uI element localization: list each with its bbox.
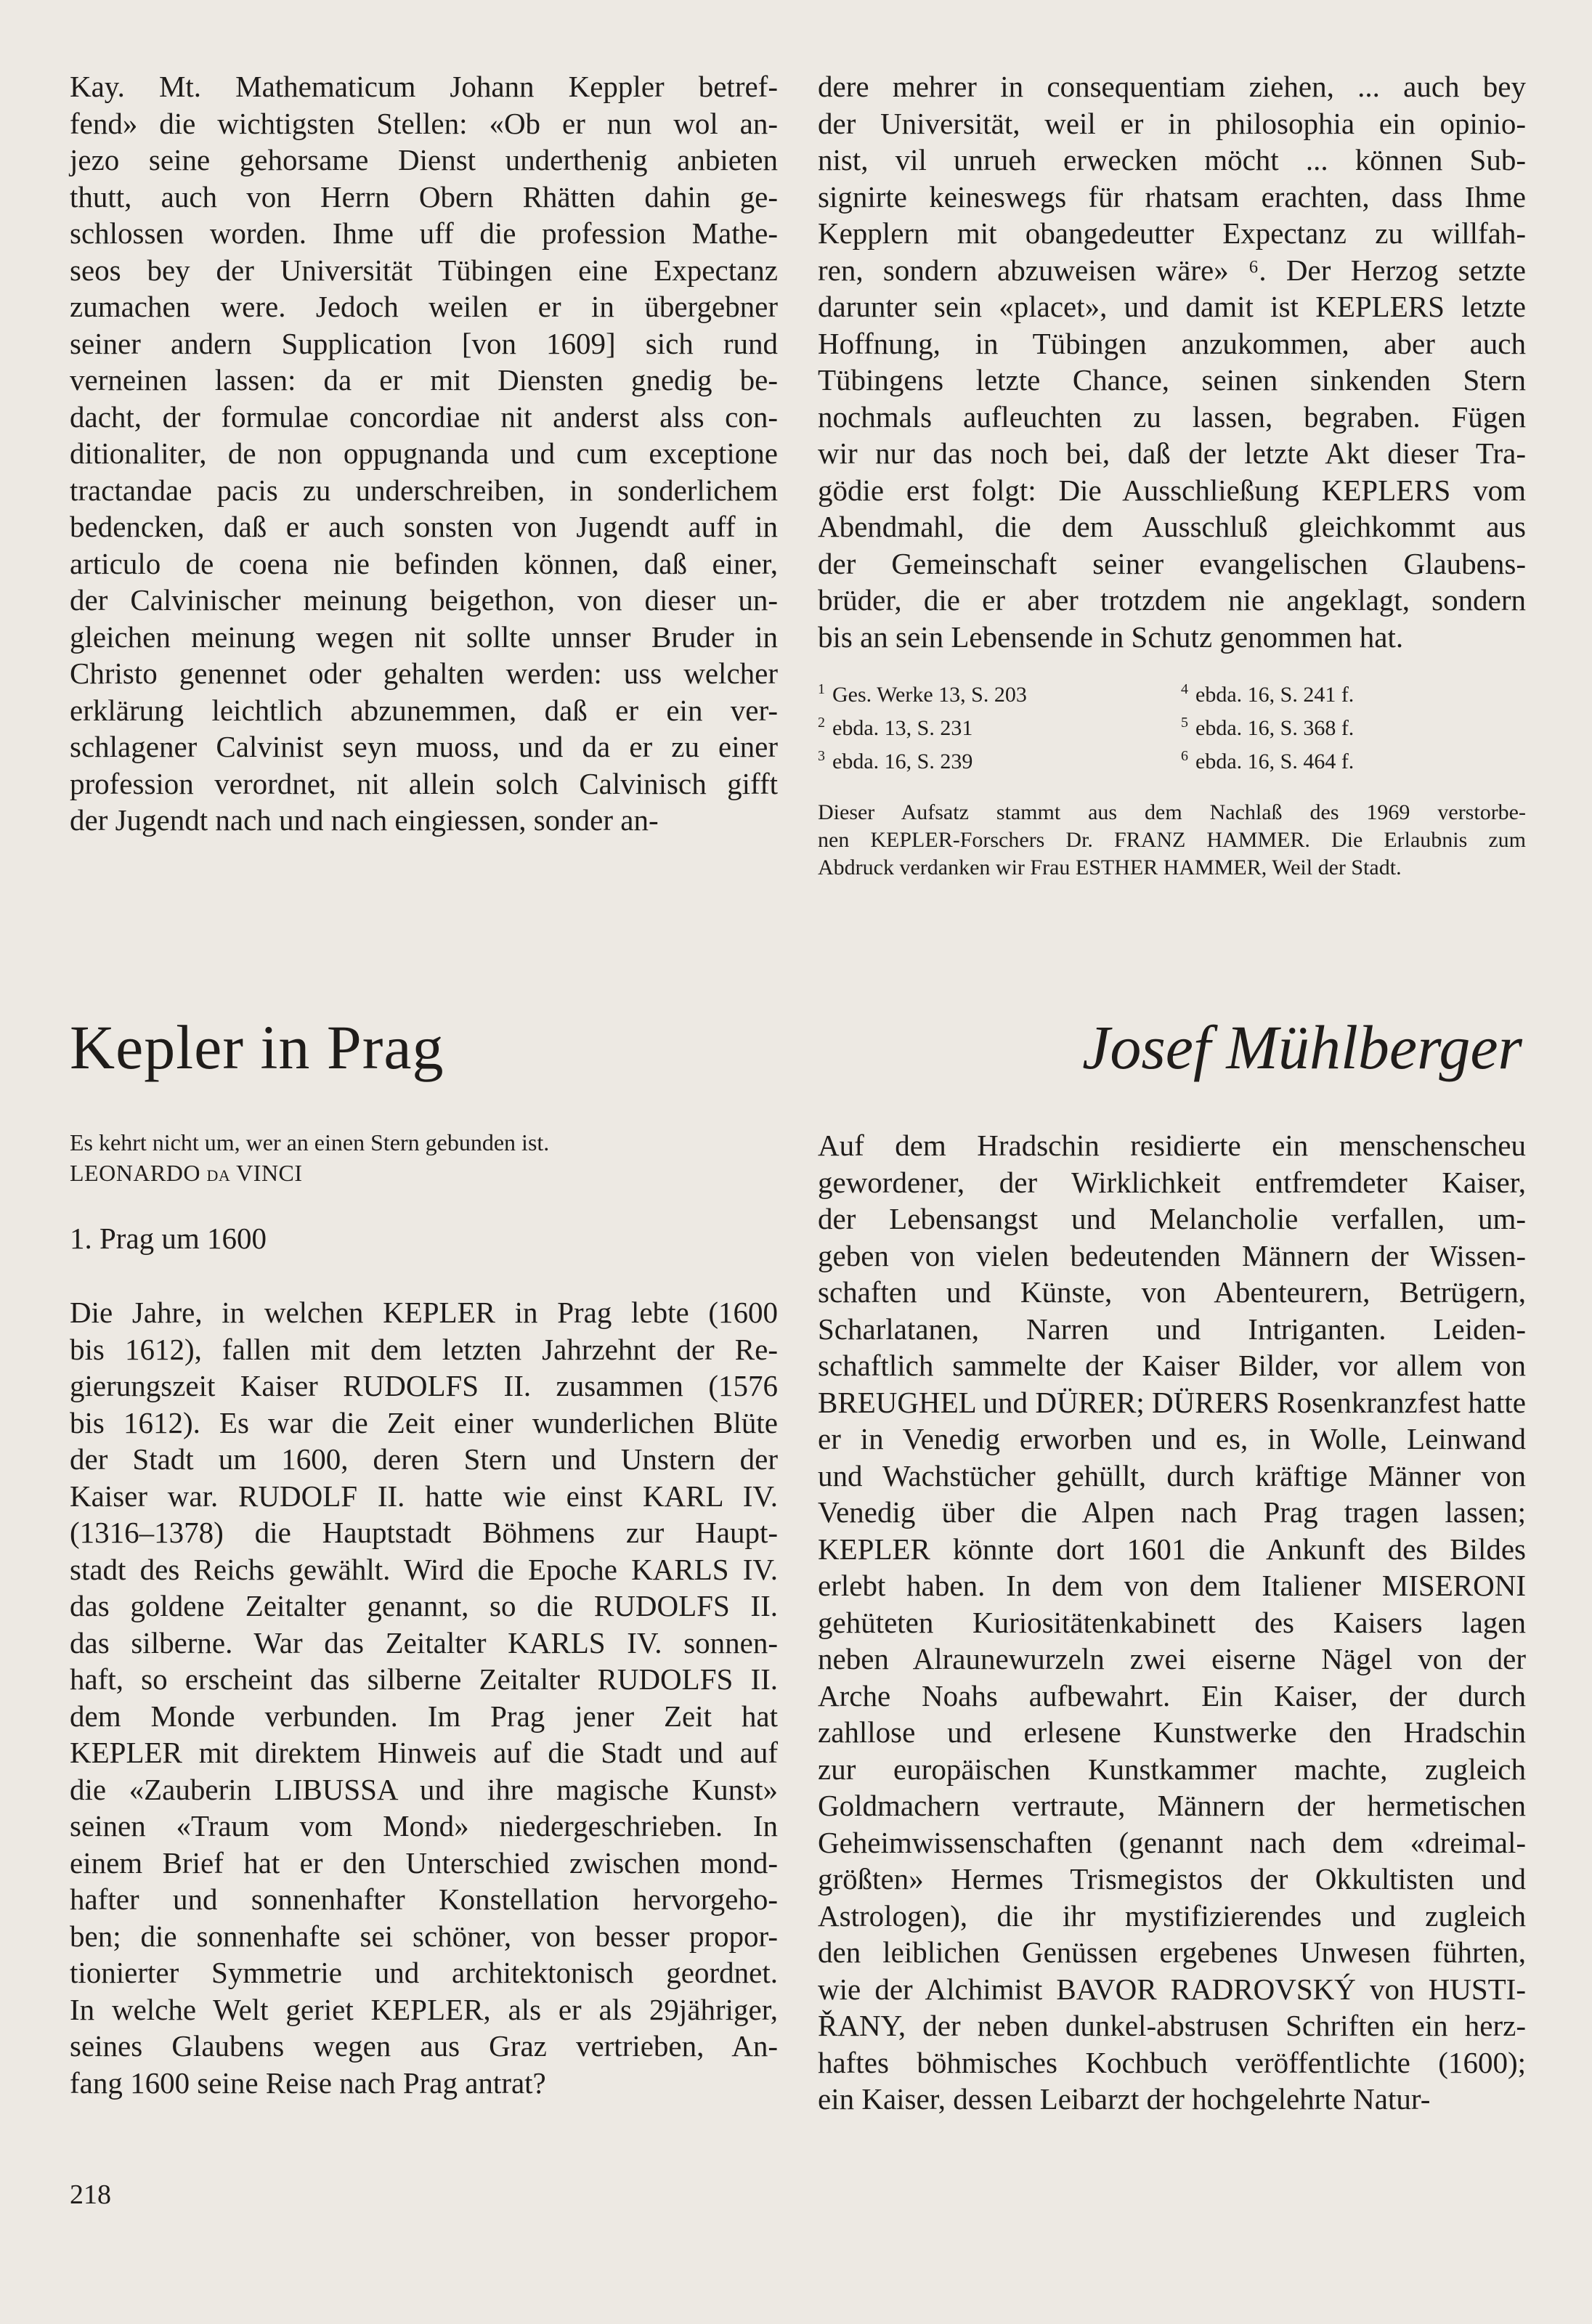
text-line: Tübingens letzte Chance, seinen sinkenden Stern	[818, 363, 1526, 397]
footnote-number: 2	[818, 715, 825, 731]
bottom-right-column	[818, 1127, 1526, 2118]
article-author: Josef Mühlberger	[1082, 1012, 1522, 1082]
top-right-text	[818, 68, 1526, 655]
footnote-text: ebda. 16, S. 241 f.	[1195, 683, 1355, 707]
text-line: Geheimwissenschaften (genannt nach dem «dreimal-	[818, 1825, 1526, 1859]
text-line: verneinen lassen: da er mit Diensten gnedig be-	[70, 363, 778, 397]
text-line: geben von vielen bedeutenden Männern der Wissen-	[818, 1238, 1526, 1272]
text-line: der Universität, weil er in philosophia ein opinio-	[818, 106, 1526, 140]
bottom-left-column	[70, 1127, 778, 2101]
text-line: ein Kaiser, dessen Leibarzt der hochgelehrte Natur-	[818, 2082, 1431, 2116]
text-line: seines Glaubens wegen aus Graz vertrieben, An-	[70, 2029, 778, 2063]
text-line: ren, sondern abzuweisen wäre» ⁶. Der Herzog setzte	[818, 253, 1526, 287]
text-line: wir nur das noch bei, daß der letzte Akt dieser Tra-	[818, 436, 1526, 470]
text-line: BREUGHEL und DÜRER; DÜRERS Rosenkranzfest hatte	[818, 1385, 1526, 1419]
top-right-column	[818, 68, 1526, 882]
text-line: das silberne. War das Zeitalter KARLS IV. sonnen-	[70, 1625, 778, 1659]
text-line: die «Zauberin LIBUSSA und ihre magische Kunst»	[70, 1772, 778, 1806]
text-line: articulo de coena nie befinden können, daß einer,	[70, 546, 778, 580]
footnote	[818, 675, 1166, 709]
text-line: darunter sein «placet», und damit ist KEPLERS letzte	[818, 290, 1526, 323]
text-line: Hoffnung, in Tübingen anzukommen, aber auch	[818, 326, 1526, 360]
text-line: profession verordnet, nit allein solch Calvinisch gifft	[70, 766, 778, 800]
text-line: er in Venedig erworben und es, in Wolle, Leinwand	[818, 1422, 1526, 1455]
text-line: nochmals aufleuchten zu lassen, begraben. Fügen	[818, 399, 1526, 434]
text-line: Scharlatanen, Narren und Intriganten. Leiden-	[818, 1312, 1526, 1346]
text-line: Christo genennet oder gehalten werden: uss welcher	[70, 657, 778, 690]
text-line: thutt, auch von Herrn Obern Rhätten dahin ge-	[70, 179, 778, 214]
text-line: gödie erst folgt: Die Ausschließung KEPLERS vom	[818, 473, 1526, 507]
text-line: gleichen meinung wegen nit sollte unnser Bruder in	[70, 619, 778, 654]
text-line: bis an sein Lebensende in Schutz genommen hat.	[818, 619, 1404, 654]
text-line: ditionaliter, de non oppugnanda und cum exceptione	[70, 436, 778, 470]
text-line: Die Jahre, in welchen KEPLER in Prag lebte (1600	[70, 1296, 778, 1329]
text-line: erlebt haben. In dem von dem Italiener MISERONI	[818, 1569, 1526, 1602]
text-line: dacht, der formulae concordiae nit anderst alss con-	[70, 399, 778, 434]
text-line: der Jugendt nach und nach eingiessen, sonder an-	[70, 803, 659, 837]
text-line: dere mehrer in consequentiam ziehen, ... auch bey	[818, 70, 1526, 103]
text-line: einem Brief hat er den Unterschied zwischen mond-	[70, 1845, 778, 1880]
text-line: haft, so erscheint das silberne Zeitalter RUDOLFS II.	[70, 1662, 778, 1696]
text-line: und Wachstücher gehüllt, durch kräftige Männer von	[818, 1458, 1526, 1492]
top-left-text	[70, 68, 778, 839]
text-line: tractandae pacis zu underschreiben, in sonderlichem	[70, 473, 778, 507]
text-line: Astrologen), die ihr mystifizierendes und zugleich	[818, 1898, 1526, 1933]
footnote-number: 5	[1181, 715, 1188, 731]
text-line: zur europäischen Kunstkammer machte, zugleich	[818, 1752, 1526, 1786]
text-line: gewordener, der Wirklichkeit entfremdeter Kaiser,	[818, 1165, 1526, 1199]
text-line: schlossen worden. Ihme uff die profession Mathe-	[70, 216, 778, 250]
text-line: größten» Hermes Trismegistos der Okkultisten und	[818, 1862, 1526, 1896]
text-line: haftes böhmisches Kochbuch veröffentlichte (1600);	[818, 2045, 1526, 2079]
footnote	[818, 742, 1166, 776]
text-line: schaften und Künste, von Abenteurern, Betrügern,	[818, 1275, 1526, 1309]
text-line: bedencken, daß er auch sonsten von Jugendt auff in	[70, 510, 778, 543]
footnote-number: 3	[818, 748, 825, 764]
text-line: zumachen were. Jedoch weilen er in übergebner	[70, 290, 778, 323]
text-line: tionierter Symmetrie und architektonisch geordnet.	[70, 1956, 778, 1989]
footnotes	[818, 675, 1526, 776]
text-line: seos bey der Universität Tübingen eine Expectanz	[70, 253, 778, 287]
text-line: Goldmachern vertraute, Männern der hermetischen	[818, 1789, 1526, 1822]
text-line: der Calvinischer meinung beigethon, von dieser un-	[70, 583, 778, 617]
text-line: jezo seine gehorsame Dienst underthenig anbieten	[70, 143, 778, 176]
text-line: hafter und sonnenhafter Konstellation hervorgeho-	[70, 1882, 778, 1916]
section-heading: 1. Prag um 1600	[70, 1222, 267, 1255]
footnote-number: 4	[1181, 681, 1188, 697]
text-line: neben Alraunewurzeln zwei eiserne Nägel von der	[818, 1642, 1526, 1675]
text-line: ŘANY, der neben dunkel-abstrusen Schriften ein herz-	[818, 2009, 1526, 2042]
footnote-text: ebda. 16, S. 239	[832, 749, 973, 773]
footnote	[1181, 742, 1530, 776]
text-line: Kay. Mt. Mathematicum Johann Keppler betref-	[70, 70, 778, 103]
text-line: In welche Welt geriet KEPLER, als er als 29jähriger,	[70, 1992, 778, 2026]
text-line: schaftlich sammelte der Kaiser Bilder, vor allem von	[818, 1349, 1526, 1382]
text-line: der Gemeinschaft seiner evangelischen Glaubens-	[818, 546, 1526, 580]
text-line: Auf dem Hradschin residierte ein menschenscheu	[818, 1129, 1526, 1162]
epigraph: Es kehrt nicht um, wer an einen Stern gebunden ist.	[70, 1129, 550, 1155]
text-line: der Stadt um 1600, deren Stern und Unstern der	[70, 1442, 778, 1476]
text-line: schlagener Calvinist seyn muoss, und da er zu einer	[70, 730, 778, 763]
text-line: Kepplern mit obangedeutter Expectanz zu willfah-	[818, 216, 1526, 250]
editorial-note	[818, 799, 1526, 882]
article-title: Kepler in Prag	[70, 1012, 444, 1082]
text-line: bis 1612), fallen mit dem letzten Jahrzehnt der Re-	[70, 1332, 778, 1366]
text-line: fend» die wichtigsten Stellen: «Ob er nun wol an-	[70, 106, 778, 140]
text-line: KEPLER könnte dort 1601 die Ankunft des Bildes	[818, 1532, 1526, 1566]
text-line: den leiblichen Genüssen ergebenes Unwesen führten,	[818, 1935, 1526, 1969]
text-line: ben; die sonnenhafte sei schöner, von besser propor-	[70, 1919, 778, 1953]
footnote	[1181, 709, 1530, 742]
text-line: (1316–1378) die Hauptstadt Böhmens zur Haupt-	[70, 1516, 778, 1549]
text-line: Arche Noahs aufbewahrt. Ein Kaiser, der durch	[818, 1678, 1526, 1712]
footnote-text: ebda. 16, S. 368 f.	[1195, 716, 1355, 740]
text-line: KEPLER mit direktem Hinweis auf die Stadt und auf	[70, 1736, 778, 1769]
text-line: bis 1612). Es war die Zeit einer wunderlichen Blüte	[70, 1405, 778, 1439]
text-line: brüder, die er aber trotzdem nie angeklagt, sondern	[818, 583, 1526, 617]
text-line: nen KEPLER-Forschers Dr. FRANZ HAMMER. Die Erlaubnis zum	[818, 828, 1526, 852]
footnote	[1181, 675, 1530, 709]
text-line: seinen «Traum vom Mond» niedergeschrieben. In	[70, 1809, 778, 1842]
text-line: Abendmahl, die dem Ausschluß gleichkommt aus	[818, 510, 1526, 543]
text-line: fang 1600 seine Reise nach Prag antrat?	[70, 2065, 546, 2100]
text-line: Dieser Aufsatz stammt aus dem Nachlaß des 1969 verstorbe-	[818, 800, 1526, 824]
bottom-left-text	[70, 1294, 778, 2101]
footnote-text: ebda. 16, S. 464 f.	[1195, 749, 1355, 773]
text-line: das goldene Zeitalter genannt, so die RUDOLFS II.	[70, 1589, 778, 1622]
page-number: 218	[70, 2179, 111, 2210]
text-line: zahllose und erlesene Kunstwerke den Hradschin	[818, 1715, 1526, 1749]
text-line: Kaiser war. RUDOLF II. hatte wie einst KARL IV.	[70, 1479, 778, 1513]
text-line: dem Monde verbunden. Im Prag jener Zeit hat	[70, 1699, 778, 1733]
text-line: Venedig über die Alpen nach Prag tragen lassen;	[818, 1495, 1526, 1529]
text-line: der Lebensangst und Melancholie verfallen, um-	[818, 1202, 1526, 1235]
epigraph-source: LEONARDO da VINCI	[70, 1160, 303, 1186]
text-line: seiner andern Supplication [von 1609] sich rund	[70, 326, 778, 360]
text-line: stadt des Reichs gewählt. Wird die Epoche KARLS IV.	[70, 1552, 778, 1586]
text-line: signirte keineswegs für rhatsam erachten, dass Ihme	[818, 179, 1526, 214]
bottom-right-text	[818, 1127, 1526, 2118]
footnote-text: Ges. Werke 13, S. 203	[832, 683, 1027, 707]
footnote-number: 1	[818, 681, 825, 697]
footnote-number: 6	[1181, 748, 1188, 764]
footnote-text: ebda. 13, S. 231	[832, 716, 973, 740]
text-line: gehüteten Kuriositätenkabinett des Kaisers lagen	[818, 1605, 1526, 1639]
text-line: nist, vil unrueh erwecken möcht ... können Sub-	[818, 143, 1526, 176]
footnote	[818, 709, 1166, 742]
text-line: wie der Alchimist BAVOR RADROVSKÝ von HUSTI-	[818, 1972, 1526, 2006]
text-line: erklärung leichtlich abzunemmen, daß er ein ver-	[70, 693, 778, 727]
text-line: gierungszeit Kaiser RUDOLFS II. zusammen (1576	[70, 1369, 778, 1402]
top-left-column	[70, 68, 778, 839]
text-line: Abdruck verdanken wir Frau ESTHER HAMMER, Weil der Stadt.	[818, 856, 1402, 879]
